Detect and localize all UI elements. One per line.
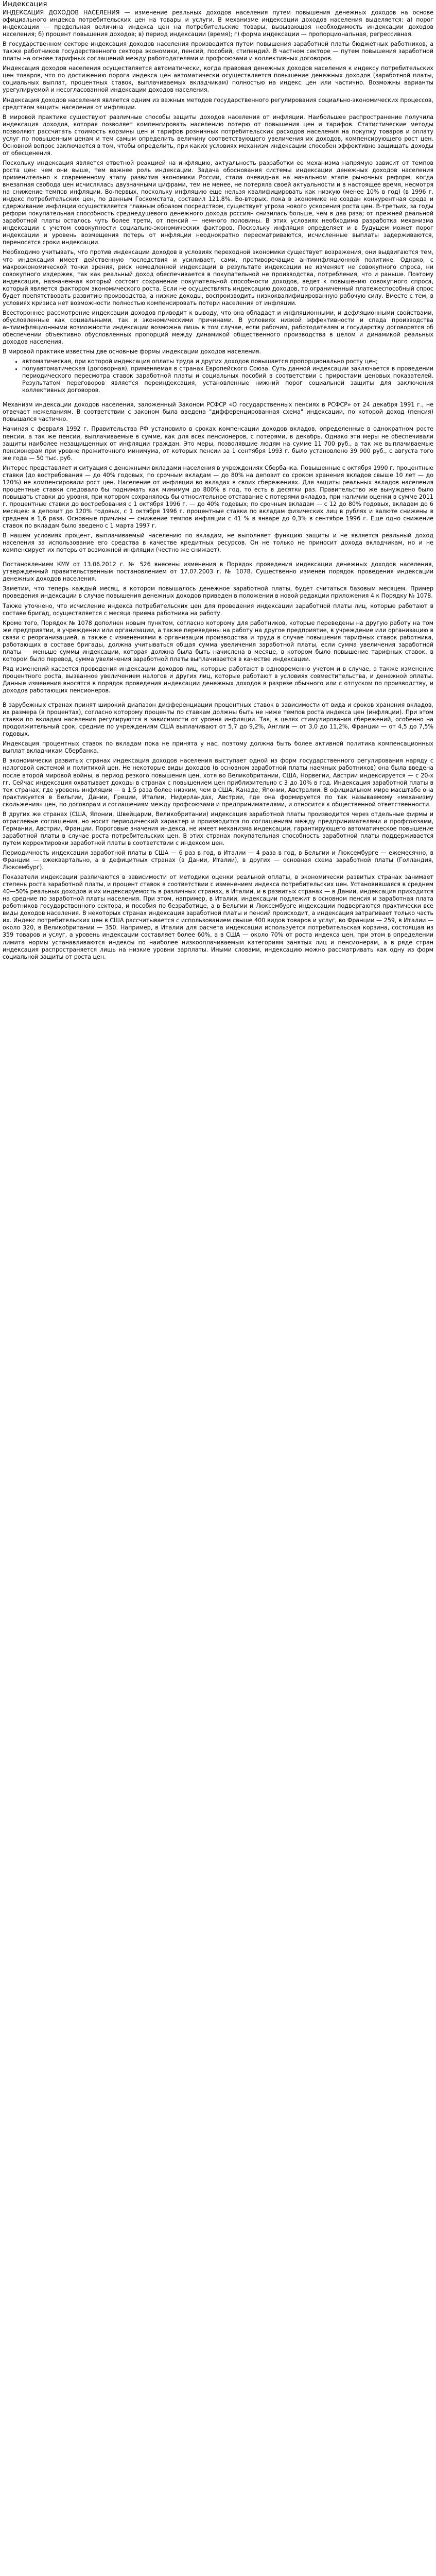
paragraph: Ряд изменений касается проведения индексации доходов лиц, которые работают в одновременно учетом и в случае, а также изменение процентного роста, вызванное увеличением налогов и других лиц, которые работают в условиях совместительства, и денежной оплаты. Данные изменения вносятся в порядок проведения индексации денежных доходов в разрезе обычного или с отпуском по производству, и доходов работающих пенсионеров. <box>3 665 433 694</box>
paragraph: Также уточнено, что исчисление индекса потребительских цен для проведения индексации заработной платы лиц, которые работают в составе бригад, осуществляется с месяца приема работника на работу. <box>3 602 433 617</box>
document <box>0 0 436 961</box>
paragraph: ИНДЕКСАЦИЯ ДОХОДОВ НАСЕЛЕНИЯ — изменение реальных доходов населения путем повышения денежных доходов на основе официального индекса потребительских цен на товары и услуги. В механизме индексации доходов населения выделяется: а) порог индексации — предельная величина индекса цен на потребительские товары, вызывающая необходимость индексации доходов населения; б) процент повышения доходов; в) период индексации (время); г) форма индексации — пропорциональная, регрессивная. <box>3 9 433 38</box>
body-section-1 <box>3 9 433 355</box>
paragraph: Периодичность индексации заработной платы в США — 6 раз в год, в Италии — 4 раза в год, в Бельгии и Люксембурге — ежемесячно, в Франции — ежеквартально, а в дефицитных странах (в Дании, Италии), в других — основная схема заработной платы (Голландия, Люксембург). <box>3 849 433 871</box>
paragraph: В мировой практике существуют различные способы защиты доходов населения от инфляции. Наибольшее распространение получила индексация доходов, которая позволяет компенсировать населению потерю от повышения цен и тарифов. Статистические методы позволяют рассчитать стоимость корзины цен и тарифов розничных потребительских расходов населения на покупку товаров и оплату услуг по повышенным ценам и тем самым определить величину соответствующего увеличения их доходов, компенсирующего рост цен. Основной вопрос заключается в том, чтобы определить, при каких условиях механизм индексации способен эффективно защищать доходы от обесценения. <box>3 113 433 157</box>
paragraph: Механизм индексации доходов населения, заложенный Законом РСФСР «О государственных пенсиях в РСФСР» от 24 декабря 1991 г., не отвечает нежеланиям. В соответствии с законом была введена "дифференцированная схема" индексации, по которой доход (пенсия) повышался частично. <box>3 401 433 423</box>
paragraph: Начиная с февраля 1992 г. Правительства РФ установило в сроках компенсации доходов вкладов, определенные в однократном росте пенсии, а так же пенсии, выплачиваемые в сумме, как для всех пенсионеров, с потерями, в декабрь. Однако эти меры не обеспечивали защиты наиболее незащищенных от инфляции граждан. Это меры, позволявшие людям на сумме 11 700 руб., а так же выплачиваемые пенсионерам при уровне прожиточного минимума, от которых пенсии за 1 сентября 1993 г. было установлено 39 900 руб., с августа того же года — 50 тыс. руб. <box>3 426 433 462</box>
paragraph: Интерес представляет и ситуация с денежными вкладами населения в учреждениях Сбербанка. Повышенные с октября 1990 г. процентные ставки (до востребования — до 40% годовых, по срочным вкладам — до 80% на депозит со сроком хранения вкладов свыше 10 лет — до 120%) не компенсировали рост цен. Население от инфляции во вкладах в своих сбережениях. Для защиты реальных вкладов населения процентные ставки следовало бы поднимать как минимум до 800% в год, то есть в десятки раз. Правительство же вынуждено было повышать ставки до уровня, при котором сохранялось бы относительное отставание с потерями вкладов, при наличии оценки в сумме 2011 г. процентные ставки до востребования с 1 октября 1996 г. — до 40% годовых; по срочным вкладам — с 12 до 80% годовых, вкладам до 6 месяцев: в депозит до 120% годовых, с 1 октября 1996 г. процентные ставки по вкладам физических лиц в рублях и валюте снижены в среднем в 1,6 раза. Основные причины — снижение темпов инфляции с 41 % в январе до 0,3% в сентябре 1996 г. Еще одно снижение ставок по вкладам было введено с 1 марта 1997 г. <box>3 464 433 530</box>
paragraph: Индексация доходов населения является одним из важных методов государственного регулирования социально-экономических процессов, средством защиты населения от инфляции. <box>3 96 433 111</box>
paragraph: Постановлением КМУ от 13.06.2012 г. № 526 внесены изменения в Порядок проведения индексации денежных доходов населения, утвержденный правительственным постановлением от 17.07.2003 г. № 1078. Существенно изменен порядок проведения индексации денежных доходов населения. <box>3 561 433 583</box>
paragraph: Необходимо учитывать, что против индексации доходов в условиях переходной экономики существует возражения, они выдвигаются тем, что индексация имеет действенную последствия и усиливает, сами, противоречащие антиинфляционной политике. Однако, с макроэкономической точки зрения, риск немедленной индексации в результате индексации не изменяет не совокупного спроса, ни совокупного издержек, так как реальный доход обеспечивается в покупательной не производства, потребления, что и раньше. Поэтому индексация, назначенная который состоит сохранение покупательной способности доходов, ведет к повышению совокупного спроса, который является фактором экономического роста. Если не осуществлять индексацию доходов, то ограниченный платежеспособный спрос будет препятствовать развитию производства, а низкие доходы, воспроизводить низкоквалифицированную рабочую силу. Вместе с тем, в условиях кризиса нет возможности полностью компенсировать потери населения от инфляции. <box>3 249 433 307</box>
list-item: • полуавтоматическая (договорная), применяемая в странах Европейского Союза. Суть данной индексации заключается в проведении периодического пересмотра ставок заработной платы и социальных пособий в соответствии с приростами ценовых показателей. Результатом переговоров является переиндексация, установленные нижний порог социальной защиты для заключения коллективных договоров. <box>22 365 433 394</box>
page-title: Индексация <box>3 0 47 8</box>
body-section-2 <box>3 401 433 960</box>
paragraph: Индексация процентных ставок по вкладам пока не принята у нас, поэтому должна быть более активной политика компенсационных выплат вкладчикам Сбербанка. <box>3 740 433 755</box>
paragraph: Поскольку индексация является ответной реакцией на инфляцию, актуальность разработки ее механизма напрямую зависит от темпов роста цен: чем они выше, тем важнее роль индексации. Задача обоснования системы индексации денежных доходов населения применительно к современному этапу развития экономики России, стала очевидная на начальном этапе рыночных реформ, когда внезапная свобода цен исчислялась двузначными цифрами, тем не менее, не потеряла своей актуальности и в настоящее время, несмотря на снижение темпов инфляции. Во-первых, поскольку инфляцию еще нельзя квалифицировать как низкую (менее 10% в год) (в 1996 г. индекс потребительских цен, по данным Госкомстата, составил 121,8%. Во-вторых, пока в экономике не создан конкурентная среда и сдерживание инфляции осуществляется главным образом посредством, существует угроза нового ускорения роста цен. В-третьих, за годы реформ покупательная способность среднедушевого денежного дохода россиян снизилась больше, чем в два раза; от прежней реальной заработной платы осталось чуть более трети, от пенсий — немного половины. В этих условиях необходима разработка механизма индексации с учетом совокупности социально-экономических факторов. Поскольку инфляция определяет и в будущем может порог индексации и уровень возмещения потерь от инфляции неоднократно пересматриваются, исчисленные выплаты задерживаются, переносятся сроки индексации. <box>3 159 433 246</box>
paragraph: Всестороннее рассмотрение индексации доходов приводит к выводу, что она обладает и инфляционными, и дефляционными свойствами, обусловленные как социальными, так и экономическими причинами. В условиях низкой эффективности и спада производства антиинфляционными возможности индексации возможна лишь в том случае, если рабочим, работодателям и государству договорятся об обеспечении объективно обусловленных пропорций между динамикой общественного производства в целом и динамикой реальных доходов населения. <box>3 309 433 346</box>
paragraph: В зарубежных странах принят широкий диапазон дифференциации процентных ставок в зависимости от вида и сроков хранения вкладов, их размера (в процентах), согласно которому проценты по ставкам должны быть не ниже темпов роста индекса цен (инфляции). При этом ставки по вкладам населения регулируются в зависимости от уровня инфляции. Так, в целях стимулирования сбережений, особенно на продолжительный срок, средние по учреждениям США выплачивают от 5,7 до 9,2%, Англии — от 3,0 до 11,2%, Франции — от 4,5 до 7,5% годовых. <box>3 702 433 738</box>
paragraph: Кроме того, Порядок № 1078 дополнен новым пунктом, согласно которому для работников, которые переведены на другую работу на том же предприятии, в учреждении или организации, а также переведены на работу на другое предприятие, в учреждение или организацию в связи с реорганизацией, а также с изменениями в организации производства и труда в случае повышения тарифных ставок работника, работающих в составе бригады, должна учитываться общая сумма увеличения заработной платы, если сумма увеличения заработной платы — меньше суммы индексации, которая должна была быть начислена в месяце, в котором было повышение тарифных ставок, в котором было перевод, сумма увеличения заработной платы выплачивается в качестве индексации. <box>3 619 433 663</box>
paragraph: В экономически развитых странах индексация доходов населения выступает одной из форм государственного регулирования наряду с налоговой системой и политикой цен. Не некоторые виды доходов (в основном заработной платы наемных работников) она была введена после второй мировой войны, в период резкого повышения цен, хотя во Великобритании, США, Норвегии, Австрии индексируется — с 20-х гг. Сейчас индексация охватывает доходы в странах с повышением цен приблизительно с 3 до 10% в год. Индексация заработной платы в тех странах, где уровень инфляции — в 1,5 раза более низким, чем в США, Канаде, Японии, Австралии. В официальном мире масштабе она практикуется в Бельгии, Дании, Греции, Италии, Нидерландах, Австрии, где она формируется по так называемому «механизму скольжения» цен, по договорам и соглашениям между профсоюзами и предпринимателями, и относится к общественной ответственности. <box>3 757 433 808</box>
paragraph: Индексация доходов населения осуществляется автоматически, когда правовая денежных доходов населения к индексу потребительских цен товаров, что по достижению порога индекса цен автоматически осуществляется повышение денежных доходов (заработной платы, социальных выплат, процентных ставок, выплачиваемых вкладчикам) полностью на индекс цен или частично. Возможны варианты урегулируемой и несогласованной индексации доходов населения. <box>3 65 433 94</box>
paragraph: В других же странах (США, Японии, Швейцарии, Великобритании) индексация заработной платы производится через отдельные фирмы и отраслевые соглашения, но носит периодический характер и производится по соглашениям между предпринимателями и профсоюзами, Германии, Австрии, Франции. Пороговые значения индекса, не имеет механизма индексации, гарантирующего автоматическое повышение заработной платы в случае роста потребительских цен. В этих странах покупательная способность заработной платы поддерживается путем корректировки заработной платы в соответствии с индексом цен. <box>3 810 433 846</box>
paragraph: В мировой практике известны две основные формы индексации доходов населения. <box>3 348 261 355</box>
paragraph: Заметим, что теперь каждый месяц, в котором повышалось денежное заработной платы, будет считаться базовым месяцем. Пример проведения индексации в случае повышения денежных доходов приведен в положении в новой редакции приложения 4 к Порядку № 1078. <box>3 585 433 600</box>
paragraph: В нашем условиях процент, выплачиваемый населению по вкладам, не выполняет функцию защиты и не является реальный доход населения за использование его средства в качестве кредитных ресурсов. Он не только не приносит дохода вкладчикам, но и не компенсирует их потерь от возможной инфляции (честно же снижает). <box>3 532 433 554</box>
paragraph: В государственном секторе индексация доходов населения производится путем повышения заработной платы бюджетных работников, а также работников государственного сектора экономики, пенсий, пособий, стипендий. В частном секторе — путем повышения заработной платы на основе тарифных соглашений между работодателями и профсоюзами и коллективных договоров. <box>3 41 433 62</box>
paragraph: Показатели индексации различаются в зависимости от методики оценки реальной оплаты, в экономически развитых странах занимает степень роста заработной платы, и процент ставок в соответствии с изменением индекса потребительских цен. Установившаяся в среднем 40—50% реальных доходов и их индексируемость в различных странах, в Италии, и в развитых странах — в Дании, индексация приходится на средние по заработной платы населения. При этом, например, в Италии, индексации подлежит в основном пенсия и заработная плата работников государственного сектора, и пособия по безработице, а в Бельгии и Люксембурге индексации подвергаются практически все виды доходов населения. В некоторых странах индексация заработной платы и пенсий происходит, а индексация затрагивает только часть их. Индекс потребительских цен в США рассчитывается с использованием свыше 400 видов товаров и услуг, во Франции — 259, в Италии — около 320, в Великобритании — 350. Например, в Италии для расчета индексации используется потребительская корзина, состоящая из 359 товаров и услуг, а уровень индексации составляет более 60%, а в США — около 70% от роста индекса цен, при этом в определении лимита нормы устанавливаются индексы по наиболее низкооплачиваемым категориям занятых лиц и пенсионерам, а в ряде стран индексация распространяется лишь на низкие уровни зарплаты. Иными словами, индексацию можно рассматривать как одну из форм социальной защиты от роста цен. <box>3 874 433 960</box>
list-item: • автоматическая, при которой индексация оплаты труда и других доходов повышается пропорционально росту цен; <box>22 358 433 365</box>
bullet-list <box>3 358 433 394</box>
